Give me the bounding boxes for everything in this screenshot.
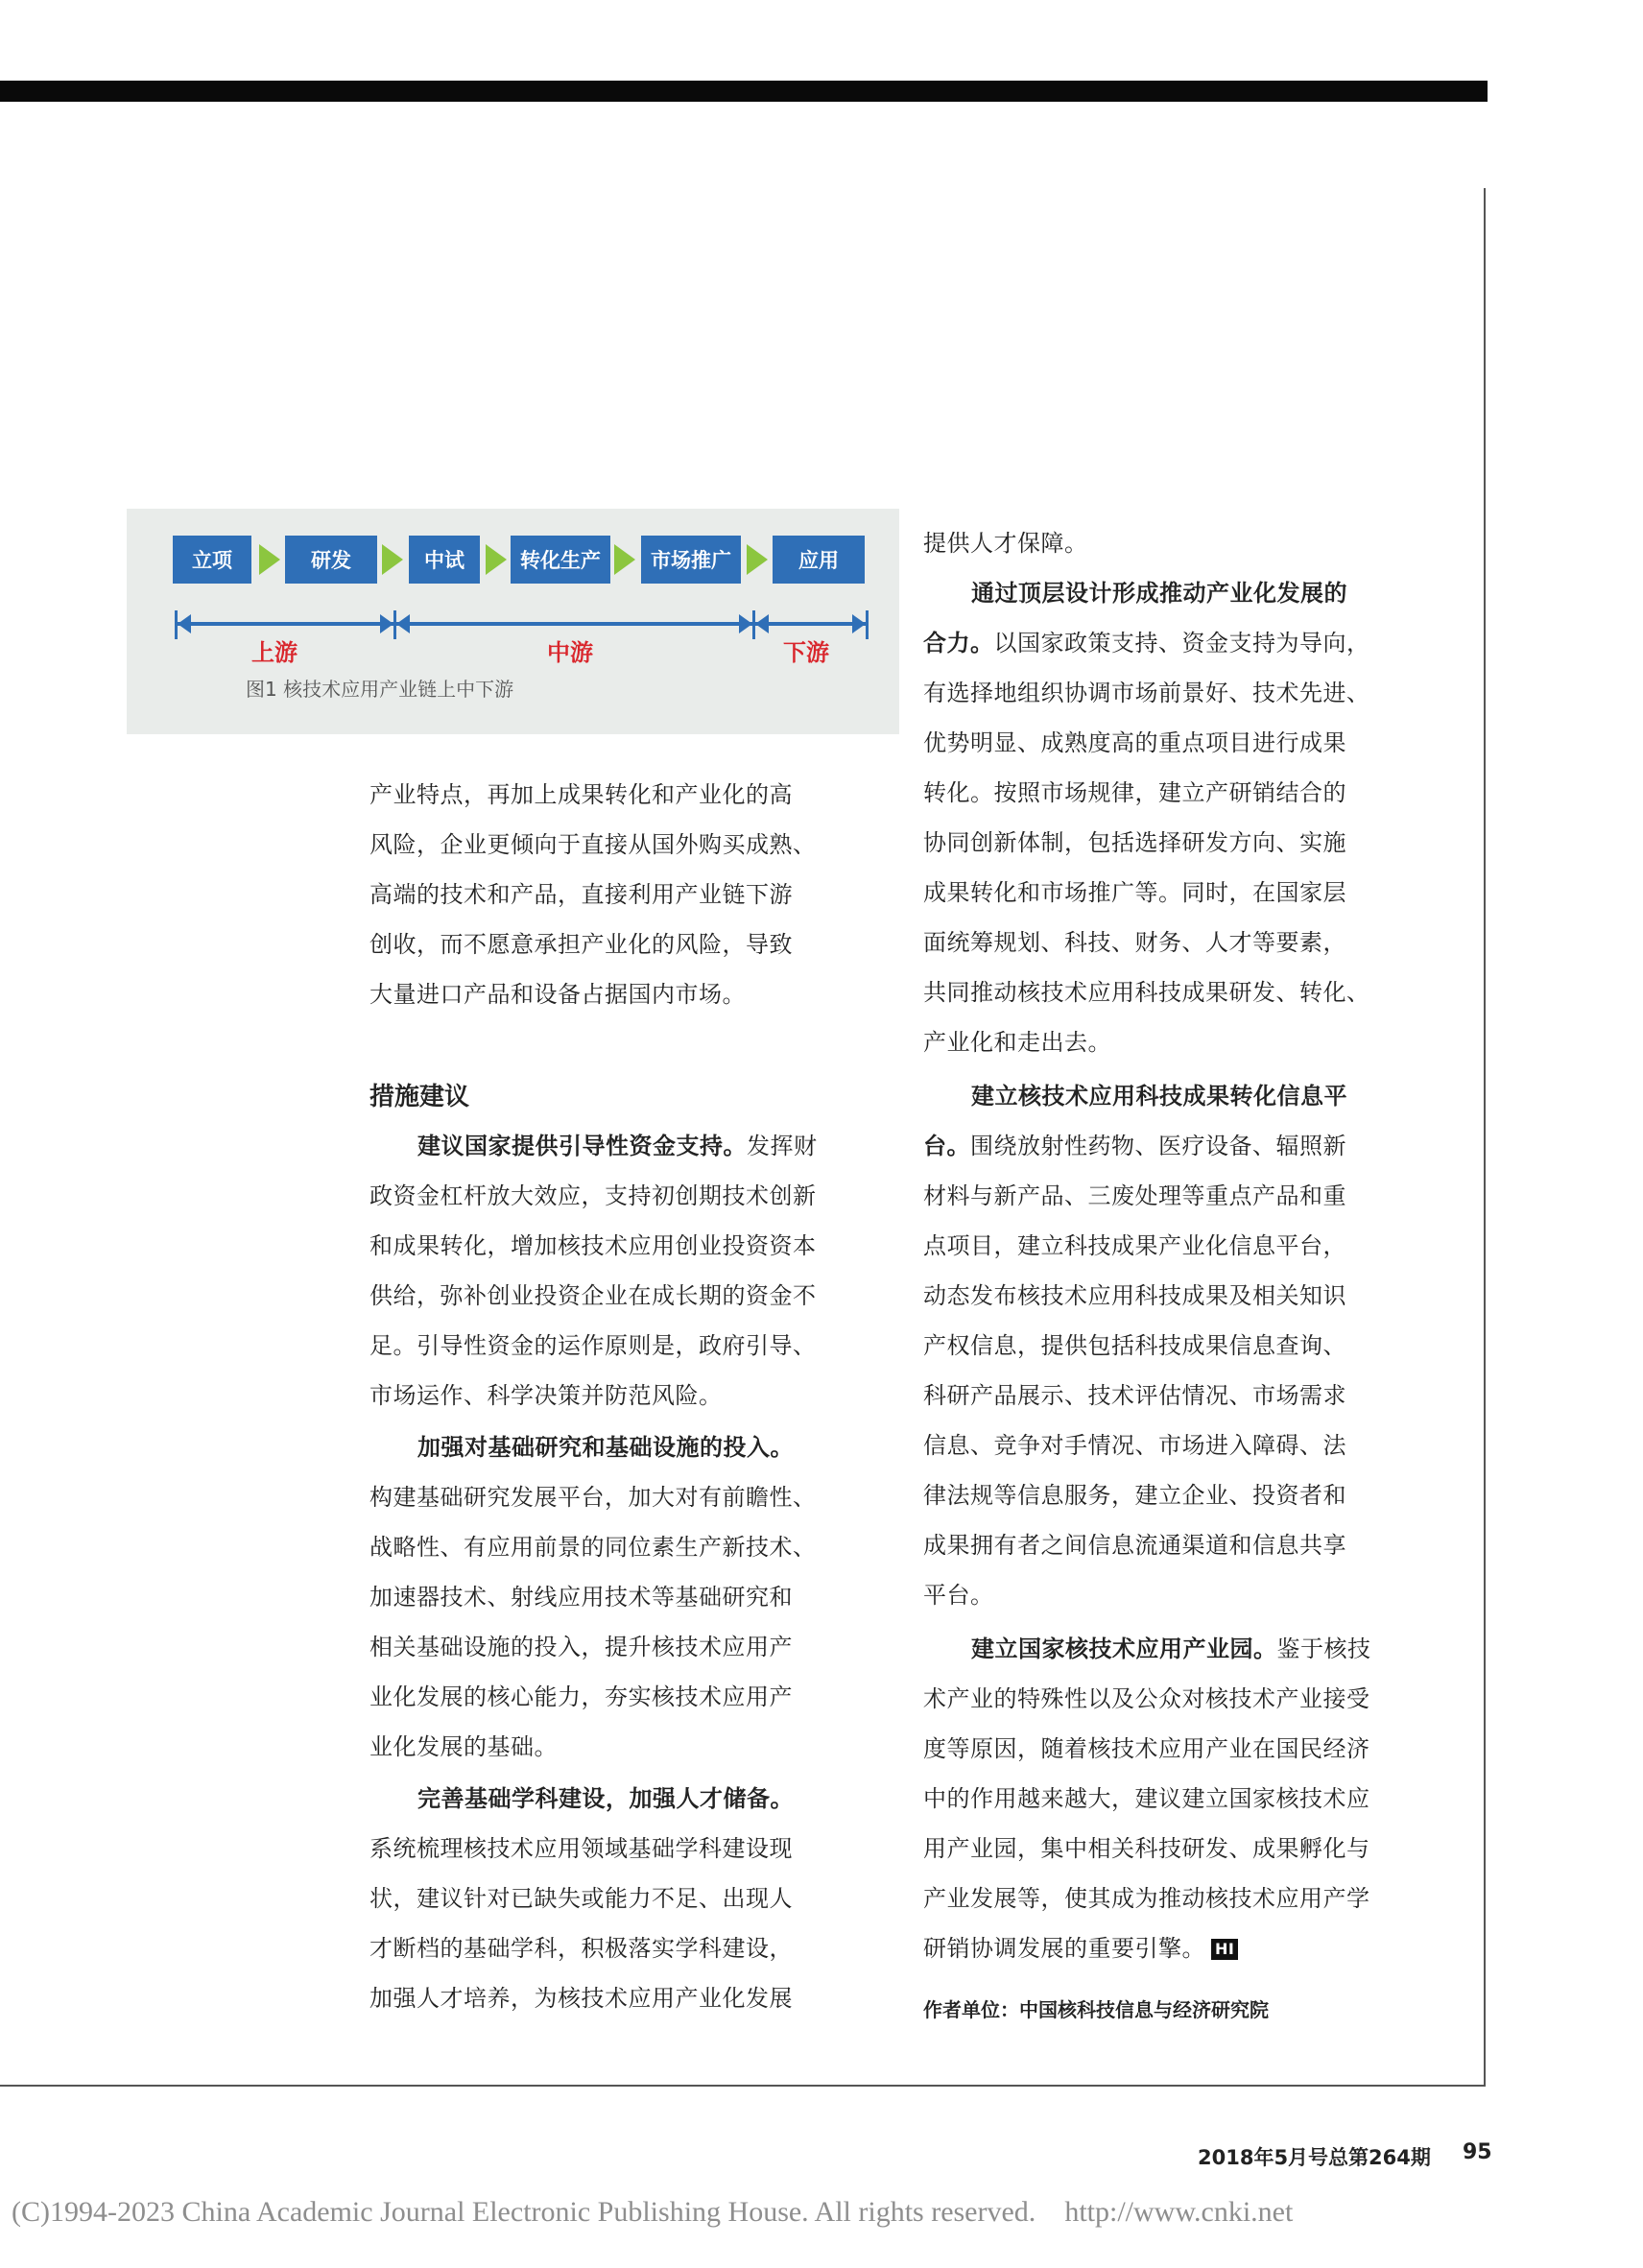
text-line: 术产业的特殊性以及公众对核技术产业接受 <box>923 1685 1370 1712</box>
midstream-span <box>396 622 752 626</box>
text-line: 提供人才保障。 <box>923 530 1088 557</box>
text-line: 协同创新体制，包括选择研发方向、实施 <box>923 829 1346 856</box>
page-number: 95 <box>1463 2140 1492 2164</box>
arrow-right-icon <box>739 614 752 633</box>
text-line: 平台。 <box>923 1582 994 1609</box>
arrow-left-icon <box>396 614 410 633</box>
copyright-text: (C)1994-2023 China Academic Journal Electronic Publishing House. All rights reserved. <box>12 2196 1036 2228</box>
text-line: 战略性、有应用前景的同位素生产新技术、 <box>369 1534 817 1561</box>
text-line: 度等原因，随着核技术应用产业在国民经济 <box>923 1735 1370 1762</box>
left-paragraph-talent <box>369 1774 794 2023</box>
paragraph-text: 研销协调发展的重要引擎。 <box>923 1935 1205 1962</box>
text-line <box>923 568 1370 618</box>
paragraph-lead: 完善基础学科建设，加强人才储备。 <box>417 1785 794 1812</box>
left-paragraph-funding <box>369 1121 818 1420</box>
text-line: 供给，弥补创业投资企业在成长期的资金不 <box>369 1282 817 1309</box>
text-line: 信息、竞争对手情况、市场进入障碍、法 <box>923 1432 1346 1459</box>
text-line: 业化发展的基础。 <box>369 1733 558 1760</box>
issue-info: 2018年5月号总第264期 <box>1198 2146 1431 2169</box>
text-line: 风险，企业更倾向于直接从国外购买成熟、 <box>369 831 817 858</box>
paragraph-lead: 建议国家提供引导性资金支持。 <box>417 1133 747 1159</box>
text-line: 市场运作、科学决策并防范风险。 <box>369 1382 723 1409</box>
arrow-left-icon <box>178 614 191 633</box>
text-line: 科研产品展示、技术评估情况、市场需求 <box>923 1382 1346 1409</box>
chain-box-tuiguang: 市场推广 <box>641 536 741 584</box>
paragraph-lead: 加强对基础研究和基础设施的投入。 <box>417 1434 794 1461</box>
span-tick <box>866 610 869 639</box>
cnki-url[interactable]: http://www.cnki.net <box>1064 2196 1294 2228</box>
end-mark-icon: HI <box>1211 1939 1238 1960</box>
text-line <box>369 1422 817 1472</box>
arrow-right-icon <box>852 614 866 633</box>
text-line: 产业发展等，使其成为推动核技术应用产学 <box>923 1885 1370 1912</box>
figure-caption: 图1 核技术应用产业链上中下游 <box>246 678 514 701</box>
paragraph-text: 围绕放射性药物、医疗设备、辐照新 <box>970 1133 1346 1159</box>
copyright-notice <box>12 2196 1293 2229</box>
paragraph-text: 以国家政策支持、资金支持为导向， <box>993 630 1370 657</box>
chain-arrow-icon <box>747 544 768 575</box>
text-line: 转化。按照市场规律，建立产研销结合的 <box>923 779 1346 806</box>
text-line <box>369 1121 818 1171</box>
frame-right-rule <box>1484 188 1486 2087</box>
text-line: 优势明显、成熟度高的重点项目进行成果 <box>923 729 1346 756</box>
text-line: 用产业园，集中相关科技研发、成果孵化与 <box>923 1835 1370 1862</box>
text-line <box>923 618 1370 668</box>
chain-box-lixiang: 立项 <box>173 536 251 584</box>
paragraph-lead: 建立国家核技术应用产业园。 <box>971 1635 1277 1662</box>
left-intro-paragraph <box>369 770 817 1019</box>
paragraph-lead: 建立核技术应用科技成果转化信息平 <box>971 1083 1347 1110</box>
text-line: 共同推动核技术应用科技成果研发、转化、 <box>923 979 1370 1006</box>
text-line: 成果转化和市场推广等。同时，在国家层 <box>923 879 1346 906</box>
text-line: 产权信息，提供包括科技成果信息查询、 <box>923 1332 1346 1359</box>
text-line <box>923 1624 1371 1674</box>
text-line: 系统梳理核技术应用领域基础学科建设现 <box>369 1835 793 1862</box>
downstream-span <box>755 622 866 626</box>
text-line: 大量进口产品和设备占据国内市场。 <box>369 981 746 1008</box>
text-line: 创收，而不愿意承担产业化的风险，导致 <box>369 931 793 958</box>
paragraph-text: 发挥财 <box>747 1133 818 1159</box>
text-line: 动态发布核技术应用科技成果及相关知识 <box>923 1282 1346 1309</box>
text-line: 足。引导性资金的运作原则是，政府引导、 <box>369 1332 817 1359</box>
text-line: 状，建议针对已缺失或能力不足、出现人 <box>369 1885 793 1912</box>
chain-box-yanfa: 研发 <box>285 536 377 584</box>
upstream-span <box>178 622 393 626</box>
chain-box-zhongshi: 中试 <box>409 536 480 584</box>
stage-label-downstream: 下游 <box>777 636 835 669</box>
text-line <box>923 1923 1371 1973</box>
text-line: 产业特点，再加上成果转化和产业化的高 <box>369 781 793 808</box>
text-line: 政资金杠杆放大效应，支持初创期技术创新 <box>369 1182 817 1209</box>
chain-box-zhuanhua: 转化生产 <box>511 536 610 584</box>
text-line <box>923 1071 1347 1121</box>
text-line: 相关基础设施的投入，提升核技术应用产 <box>369 1634 793 1660</box>
right-paragraph-design <box>923 568 1370 1067</box>
arrow-left-icon <box>755 614 769 633</box>
chain-arrow-icon <box>382 544 403 575</box>
text-line: 加速器技术、射线应用技术等基础研究和 <box>369 1584 793 1611</box>
text-line: 中的作用越来越大，建议建立国家核技术应 <box>923 1785 1370 1812</box>
text-line: 有选择地组织协调市场前景好、技术先进、 <box>923 680 1370 706</box>
paragraph-lead: 合力。 <box>923 630 994 657</box>
text-line: 成果拥有者之间信息流通渠道和信息共享 <box>923 1532 1346 1559</box>
right-continuation <box>923 518 1088 568</box>
section-heading: 措施建议 <box>369 1083 470 1111</box>
right-paragraph-platform <box>923 1071 1347 1620</box>
stage-label-midstream: 中游 <box>541 636 599 669</box>
chain-box-yingyong: 应用 <box>773 536 865 584</box>
text-line: 才断档的基础学科，积极落实学科建设， <box>369 1935 793 1962</box>
text-line: 业化发展的核心能力，夯实核技术应用产 <box>369 1683 793 1710</box>
paragraph-lead: 通过顶层设计形成推动产业化发展的 <box>971 580 1347 607</box>
paragraph-lead: 台。 <box>923 1133 970 1159</box>
chain-arrow-icon <box>486 544 507 575</box>
stage-label-upstream: 上游 <box>246 636 303 669</box>
paragraph-text: 鉴于核技 <box>1276 1635 1371 1662</box>
text-line: 高端的技术和产品，直接利用产业链下游 <box>369 881 793 908</box>
text-line: 点项目，建立科技成果产业化信息平台， <box>923 1232 1346 1259</box>
text-line: 面统筹规划、科技、财务、人才等要素， <box>923 929 1346 956</box>
text-line: 加强人才培养，为核技术应用产业化发展 <box>369 1985 793 2012</box>
text-line <box>369 1774 794 1824</box>
text-line: 产业化和走出去。 <box>923 1029 1111 1056</box>
arrow-right-icon <box>380 614 393 633</box>
header-rule <box>0 81 1488 102</box>
chain-arrow-icon <box>259 544 280 575</box>
right-paragraph-park <box>923 1624 1371 1973</box>
text-line: 和成果转化，增加核技术应用创业投资资本 <box>369 1232 817 1259</box>
frame-bottom-rule <box>0 2085 1486 2087</box>
text-line: 律法规等信息服务，建立企业、投资者和 <box>923 1482 1346 1509</box>
text-line <box>923 1121 1347 1171</box>
text-line: 构建基础研究发展平台，加大对有前瞻性、 <box>369 1484 817 1511</box>
text-line: 材料与新产品、三废处理等重点产品和重 <box>923 1182 1346 1209</box>
left-paragraph-research <box>369 1422 817 1772</box>
chain-arrow-icon <box>614 544 635 575</box>
author-affiliation: 作者单位：中国核科技信息与经济研究院 <box>923 1998 1269 2021</box>
